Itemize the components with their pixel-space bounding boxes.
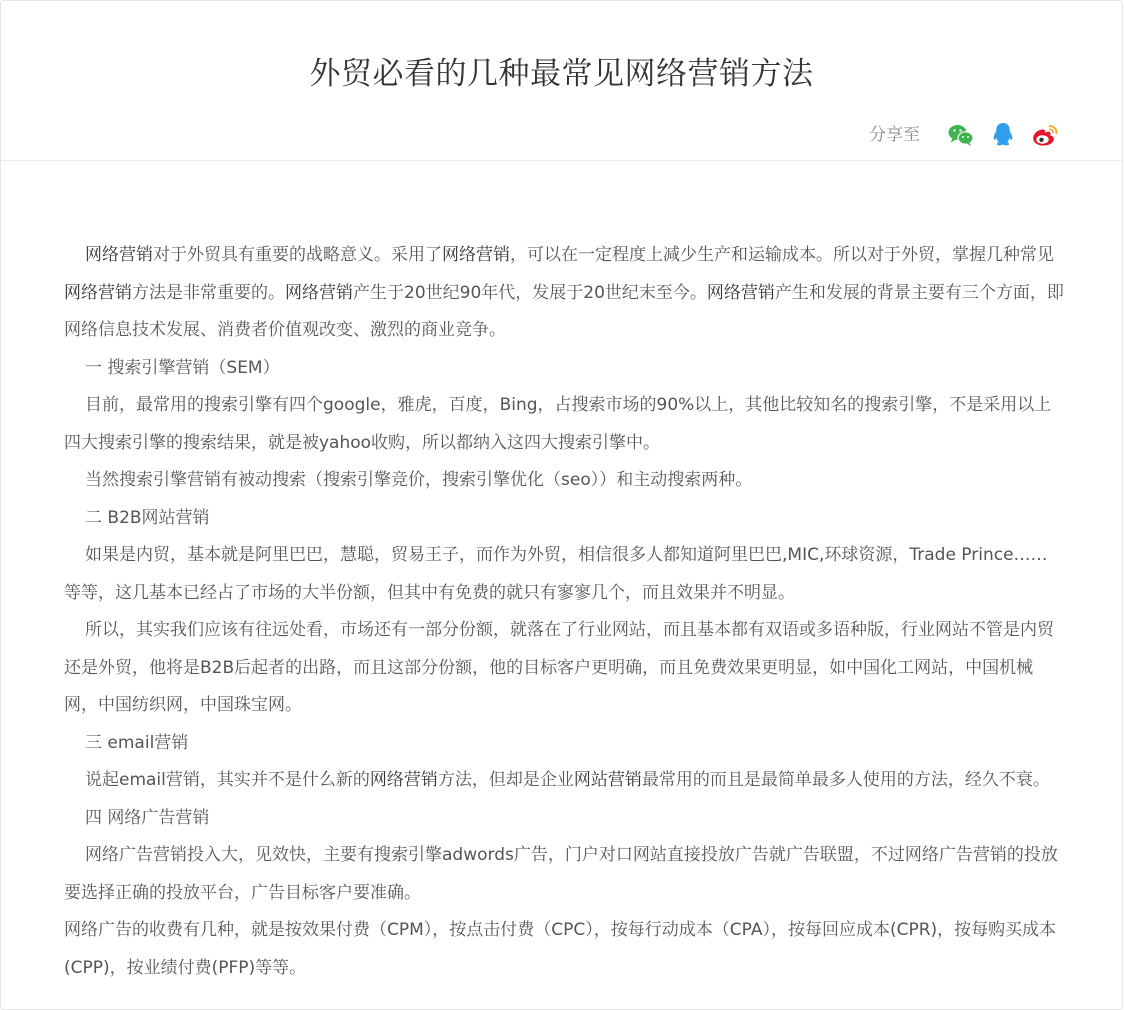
section-heading-b2b: 二 B2B网站营销: [85, 507, 210, 528]
keyword-link[interactable]: 网络营销: [369, 770, 438, 790]
section-heading-sem: 一 搜索引擎营销（SEM）: [85, 357, 280, 378]
share-label: 分享至: [869, 125, 920, 145]
page-title: 外贸必看的几种最常见网络营销方法: [309, 56, 814, 92]
wechat-icon[interactable]: [946, 120, 976, 150]
keyword-link[interactable]: 网络营销: [285, 282, 353, 303]
keyword-link[interactable]: 网络营销: [85, 245, 153, 265]
keyword-link[interactable]: 网络营销: [64, 282, 132, 303]
article-body: [64, 237, 1064, 987]
paragraph: 网络广告的收费有几种，就是按效果付费（CPM），按点击付费（CPC），按每行动成本（CPA），按每回应成本(CPR)，按每购买成本(CPP)，按业绩付费(PFP)等等。: [64, 920, 1057, 978]
paragraph-intro: 网络营销对于外贸具有重要的战略意义。采用了网络营销，可以在一定程度上减少生产和运输成本。所以对于外贸，掌握几种常见网络营销方法是非常重要的。网络营销产生于20世纪90年代，发展于20世纪末至今。网络营销产生和发展的背景主要有三个方面，即网络信息技术发展、消费者价值观改变、激烈的商业竞争。: [64, 245, 1064, 340]
article-header: [1, 1, 1122, 161]
section-heading-ads: 四 网络广告营销: [85, 807, 210, 828]
keyword-link[interactable]: 网站营销: [573, 770, 642, 790]
paragraph: 当然搜索引擎营销有被动搜索（搜索引擎竞价，搜索引擎优化（seo））和主动搜索两种。: [85, 470, 753, 490]
paragraph: 说起email营销，其实并不是什么新的网络营销方法，但却是企业网站营销最常用的而且是最简单最多人使用的方法，经久不衰。: [85, 770, 1050, 790]
paragraph: 目前，最常用的搜索引擎有四个google，雅虎，百度，Bing，占搜索市场的90%以上，其他比较知名的搜索引擎，不是采用以上四大搜索引擎的搜索结果，就是被yahoo收购，所以都纳入这四大搜索引擎中。: [64, 395, 1052, 453]
qq-icon[interactable]: [988, 120, 1018, 150]
weibo-icon[interactable]: [1030, 120, 1060, 150]
keyword-link[interactable]: 网络营销: [442, 245, 510, 265]
paragraph: 如果是内贸，基本就是阿里巴巴，慧聪，贸易王子，而作为外贸，相信很多人都知道阿里巴巴,MIC,环球资源，Trade Prince……等等，这几基本已经占了市场的大半份额，但其中有免费的就只有寥寥几个，而且效果并不明显。: [64, 545, 1048, 603]
section-heading-email: 三 email营销: [85, 732, 189, 753]
paragraph: 所以，其实我们应该有往远处看，市场还有一部分份额，就落在了行业网站，而且基本都有双语或多语种版，行业网站不管是内贸还是外贸，他将是B2B后起者的出路，而且这部分份额，他的目标客户更明确，而且免费效果更明显，如中国化工网站，中国机械网，中国纺织网，中国珠宝网。: [64, 620, 1054, 715]
share-bar: [869, 120, 1060, 150]
paragraph: 网络广告营销投入大，见效快，主要有搜索引擎adwords广告，门户对口网站直接投放广告就广告联盟，不过网络广告营销的投放要选择正确的投放平台，广告目标客户要准确。: [64, 845, 1058, 903]
keyword-link[interactable]: 网络营销: [706, 282, 775, 303]
